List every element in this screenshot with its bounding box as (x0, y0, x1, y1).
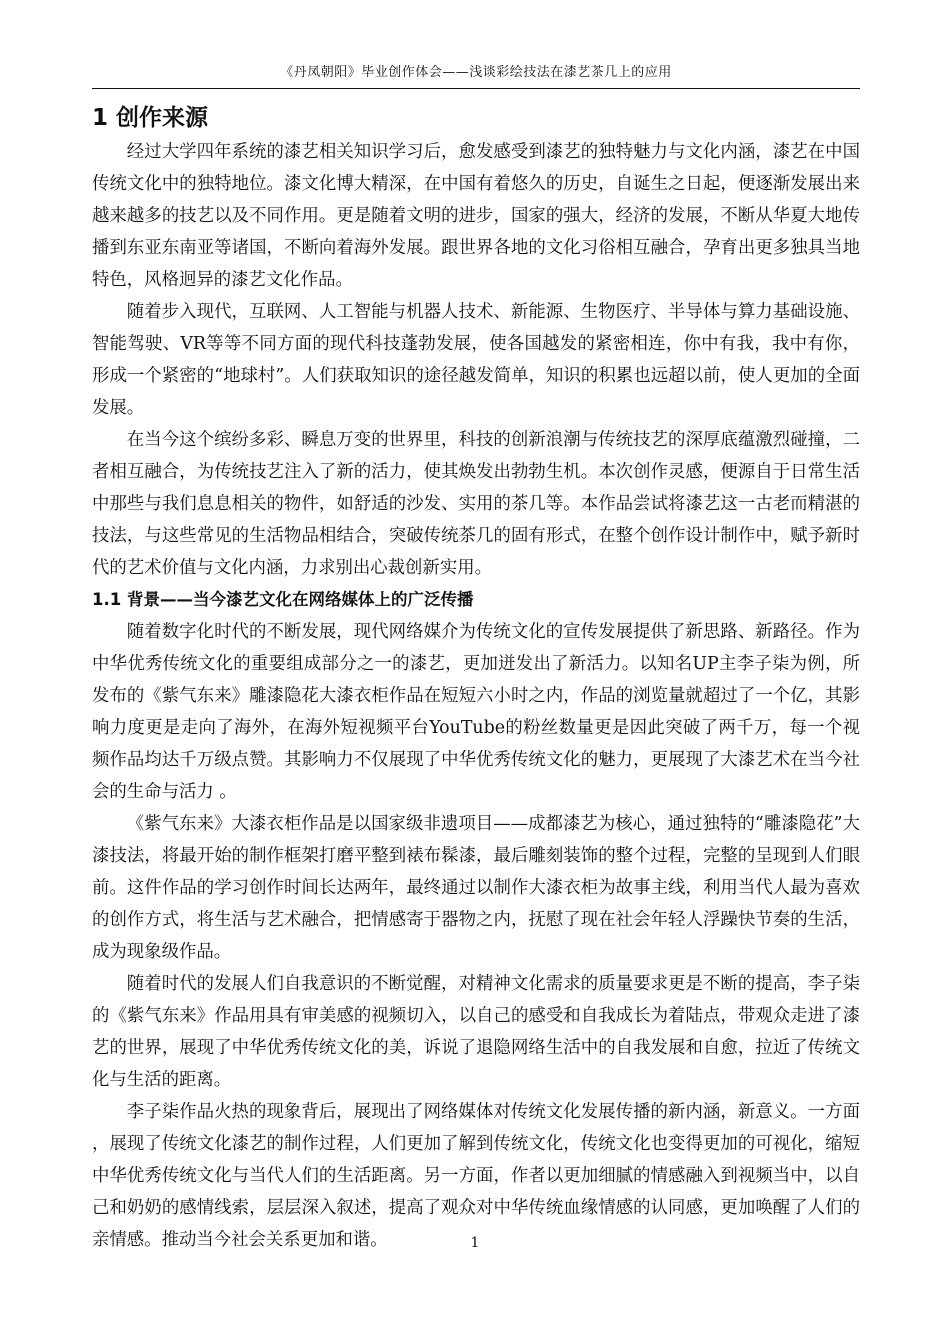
body-paragraph: 《紫气东来》大漆衣柜作品是以国家级非遗项目——成都漆艺为核心，通过独特的“雕漆隐花”大漆技法，将最开始的制作框架打磨平整到裱布髹漆，最后雕刻装饰的整个过程，完整的呈现到人们眼前。这件作品的学习创作时间长达两年，最终通过以制作大漆衣柜为故事主线，利用当代人最为喜欢的创作方式，将生活与艺术融合，把情感寄于器物之内，抚慰了现在社会年轻人浮躁快节奏的生活，成为现象级作品。 (92, 814, 860, 962)
body-paragraph: 李子柒作品火热的现象背后，展现出了网络媒体对传统文化发展传播的新内涵，新意义。一方面 ，展现了传统文化漆艺的制作过程，人们更加了解到传统文化，传统文化也变得更加的可视化，缩短中华优秀传统文化与当代人们的生活距离。另一方面，作者以更加细腻的情感融入到视频当中，以自己和奶奶的感情线索，层层深入叙述，提高了观众对中华传统血缘情感的认同感，更加唤醒了人们的亲情感。推动当今社会关系更加和谐。 (92, 1102, 860, 1250)
page-number: 1 (470, 1235, 480, 1251)
body-paragraph: 经过大学四年系统的漆艺相关知识学习后，愈发感受到漆艺的独特魅力与文化内涵，漆艺在中国传统文化中的独特地位。漆文化博大精深，在中国有着悠久的历史，自诞生之日起，便逐渐发展出来越来越多的技艺以及不同作用。更是随着文明的进步，国家的强大，经济的发展，不断从华夏大地传播到东亚东南亚等诸国，不断向着海外发展。跟世界各地的文化习俗相互融合，孕育出更多独具当地特色，风格迥异的漆艺文化作品。 (92, 142, 860, 290)
body-paragraph: 随着时代的发展人们自我意识的不断觉醒，对精神文化需求的质量要求更是不断的提高，李子柒的《紫气东来》作品用具有审美感的视频切入，以自己的感受和自我成长为着陆点，带观众走进了漆艺的世界，展现了中华优秀传统文化的美，诉说了退隐网络生活中的自我发展和自愈，拉近了传统文化与生活的距离。 (92, 974, 860, 1090)
running-header: 《丹凤朝阳》毕业创作体会——浅谈彩绘技法在漆艺茶几上的应用 (280, 65, 672, 80)
chapter-title: 1 创作来源 (92, 105, 209, 131)
body-paragraph: 随着数字化时代的不断发展，现代网络媒介为传统文化的宣传发展提供了新思路、新路径。作为中华优秀传统文化的重要组成部分之一的漆艺，更加迸发出了新活力。以知名UP主李子柒为例，所发布的《紫气东来》雕漆隐花大漆衣柜作品在短短六小时之内，作品的浏览量就超过了一个亿，其影响力度更是走向了海外，在海外短视频平台YouTube的粉丝数量更是因此突破了两千万，每一个视频作品均达千万级点赞。其影响力不仅展现了中华优秀传统文化的魅力，更展现了大漆艺术在当今社会的生命与活力 。 (92, 622, 860, 802)
header-rule (92, 88, 860, 89)
body-paragraph: 随着步入现代，互联网、人工智能与机器人技术、新能源、生物医疗、半导体与算力基础设施、智能驾驶、VR等等不同方面的现代科技蓬勃发展，使各国越发的紧密相连，你中有我，我中有你，形成一个紧密的“地球村”。人们获取知识的途径越发简单，知识的积累也远超以前，使人更加的全面发展。 (92, 302, 860, 418)
body-paragraph: 在当今这个缤纷多彩、瞬息万变的世界里，科技的创新浪潮与传统技艺的深厚底蕴激烈碰撞，二者相互融合，为传统技艺注入了新的活力，使其焕发出勃勃生机。本次创作灵感，便源自于日常生活中那些与我们息息相关的物件，如舒适的沙发、实用的茶几等。本作品尝试将漆艺这一古老而精湛的技法，与这些常见的生活物品相结合，突破传统茶几的固有形式，在整个创作设计制作中，赋予新时代的艺术价值与文化内涵，力求别出心裁创新实用。 (92, 430, 860, 578)
section-title: 1.1 背景——当今漆艺文化在网络媒体上的广泛传播 (92, 590, 474, 609)
page-body (92, 100, 860, 1256)
